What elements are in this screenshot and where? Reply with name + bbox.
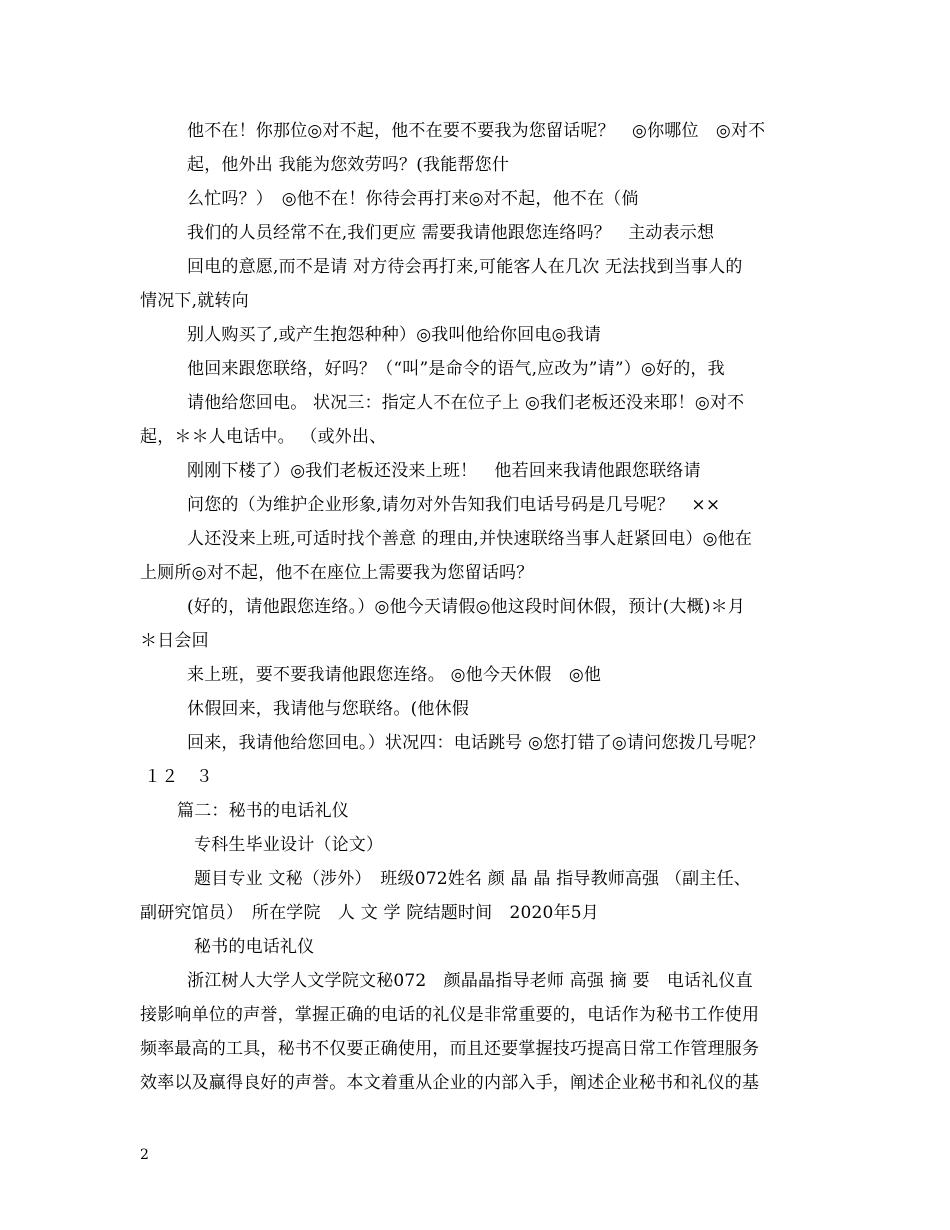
text-line: 人还没来上班,可适时找个善意 的理由,并快速联络当事人赶紧回电）◎他在 [187,529,753,549]
text-line: 题目专业 文秘（涉外） 班级072姓名 颜 晶 晶 指导教师高强 （副主任、 [194,869,751,889]
text-line: 回电的意愿,而不是请 对方待会再打来,可能客人在几次 无法找到当事人的 [187,257,743,277]
paper-title: 秘书的电话礼仪 [194,937,315,957]
text-line: 么忙吗？） ◎他不在！你待会再打来◎对不起，他不在（倘 [187,189,639,209]
text-line: 起，＊＊人电话中。 （或外出、 [140,427,387,447]
text-line: 接影响单位的声誉，掌握正确的电话的礼仪是非常重要的，电话作为秘书工作使用 [140,1005,760,1025]
text-line: 我们的人员经常不在,我们更应 需要我请他跟您连络吗？ 主动表示想 [187,223,715,243]
section-heading: 篇二：秘书的电话礼仪 [177,801,349,821]
text-line: 浙江树人大学人文学院文秘072 颜晶晶指导老师 高强 摘 要 电话礼仪直 [187,971,753,991]
text-line: 副研究馆员） 所在学院 人 文 学 院结题时间 2020年5月 [140,903,599,923]
text-line: 请他给您回电。 状况三：指定人不在位子上 ◎我们老板还没来耶！◎对不 [187,393,745,413]
text-line: 效率以及赢得良好的声誉。本文着重从企业的内部入手，阐述企业秘书和礼仪的基 [140,1073,760,1093]
page-number: 2 [140,1147,149,1163]
text-line: 专科生毕业设计（论文） [194,835,384,855]
text-line: 他回来跟您联络，好吗？（“叫”是命令的语气,应改为”请”）◎好的，我 [187,359,725,379]
text-line: 情况下,就转向 [140,291,249,311]
text-line: １２ ３ [144,767,213,787]
text-line: 别人购买了,或产生抱怨种种）◎我叫他给你回电◎我请 [187,325,602,345]
text-line: 他不在！你那位◎对不起，他不在要不要我为您留话呢？ ◎你哪位 ◎对不 [187,121,766,141]
text-line: 问您的（为维护企业形象,请勿对外告知我们电话号码是几号呢？ ×× [187,495,721,515]
text-line: 回来，我请他给您回电。）状况四：电话跳号 ◎您打错了◎请问您拨几号呢？ [187,733,765,753]
text-line: 起，他外出 我能为您效劳吗？(我能帮您什 [187,155,510,175]
text-line: 上厕所◎对不起，他不在座位上需要我为您留话吗？ [140,563,534,583]
text-line: ＊日会回 [140,631,209,651]
text-line: 来上班，要不要我请他跟您连络。 ◎他今天休假 ◎他 [187,665,602,685]
text-line: 频率最高的工具，秘书不仅要正确使用，而且还要掌握技巧提高日常工作管理服务 [140,1039,760,1059]
text-line: 刚刚下楼了）◎我们老板还没来上班！ 他若回来我请他跟您联络请 [187,461,701,481]
text-line: (好的，请他跟您连络。）◎他今天请假◎他这段时间休假，预计(大概)＊月 [187,597,746,617]
text-line: 休假回来，我请他与您联络。(他休假 [187,699,470,719]
